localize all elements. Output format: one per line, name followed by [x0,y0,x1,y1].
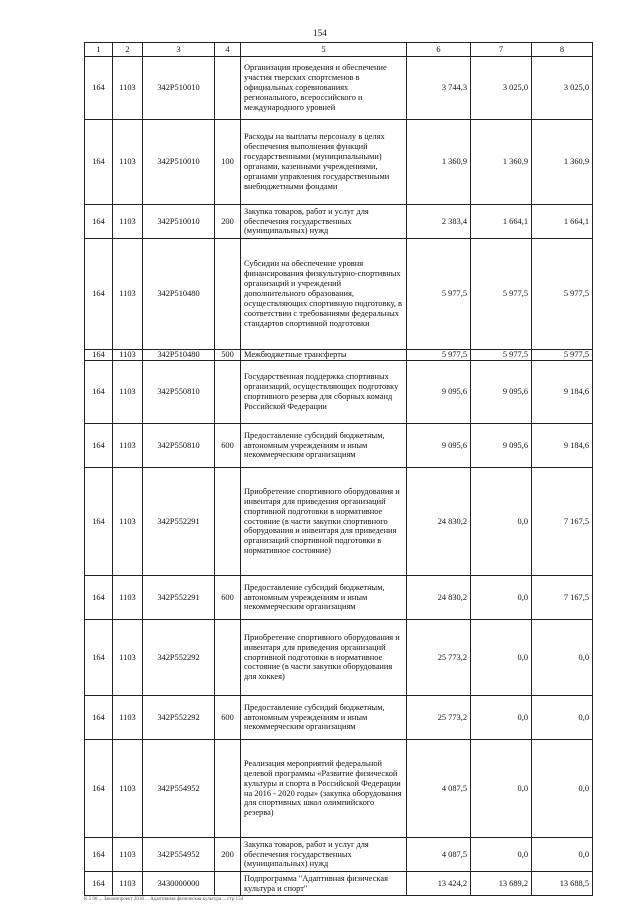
expense-type [215,57,241,120]
item-description: Приобретение спортивного оборудования и инвентаря для приведения организаций спортивной подготовки в нормативное состояние (в части закупки спортивного оборудования и инвентаря для приведения организаций спортивной подготовки в нормативное состояние) [241,468,407,576]
item-description: Предоставление субсидий бюджетным, автономным учреждениям и иным некоммерческим организациям [241,696,407,740]
amount-col6: 5 977,5 [407,350,471,361]
column-header: 2 [113,43,143,57]
section-code: 1103 [113,872,143,896]
expense-type [215,620,241,696]
expense-type [215,740,241,838]
section-code: 1103 [113,361,143,424]
expense-type: 600 [215,424,241,468]
expense-type [215,361,241,424]
target-article: 3430000000 [143,872,215,896]
amount-col6: 9 095,6 [407,424,471,468]
amount-col7: 1 360,9 [471,120,532,205]
target-article: 342P510480 [143,350,215,361]
table-row [85,468,593,576]
amount-col6: 2 383,4 [407,205,471,239]
item-description: Организация проведения и обеспечение участия тверских спортсменов в официальных соревнованиях регионального, всероссийского и международного уровней [241,57,407,120]
amount-col6: 3 744,3 [407,57,471,120]
item-description: Закупка товаров, работ и услуг для обеспечения государственных (муниципальных) нужд [241,205,407,239]
amount-col7: 0,0 [471,620,532,696]
amount-col8: 13 688,5 [532,872,593,896]
amount-col8: 9 184,6 [532,424,593,468]
agency-code: 164 [85,872,113,896]
table-row [85,576,593,620]
amount-col8: 0,0 [532,740,593,838]
amount-col8: 0,0 [532,620,593,696]
expense-type: 200 [215,838,241,872]
amount-col7: 9 095,6 [471,361,532,424]
target-article: 342P550810 [143,424,215,468]
amount-col6: 13 424,2 [407,872,471,896]
amount-col7: 0,0 [471,696,532,740]
item-description: Реализация мероприятий федеральной целевой программы «Развитие физической культуры и спорта в Российской Федерации на 2016 - 2020 годы» (закупка оборудования для спортивных школ олимпийского резерва) [241,740,407,838]
amount-col8: 7 167,5 [532,468,593,576]
amount-col6: 24 830,2 [407,576,471,620]
amount-col8: 5 977,5 [532,350,593,361]
amount-col7: 3 025,0 [471,57,532,120]
section-code: 1103 [113,57,143,120]
target-article: 342P510480 [143,239,215,350]
table-body [85,57,593,896]
amount-col6: 1 360,9 [407,120,471,205]
target-article: 342P510010 [143,120,215,205]
expense-type: 200 [215,205,241,239]
agency-code: 164 [85,239,113,350]
agency-code: 164 [85,205,113,239]
section-code: 1103 [113,120,143,205]
table-row [85,872,593,896]
table-row [85,838,593,872]
expense-type: 600 [215,576,241,620]
item-description: Предоставление субсидий бюджетным, автономным учреждениям и иным некоммерческим организациям [241,424,407,468]
agency-code: 164 [85,350,113,361]
table-row [85,424,593,468]
amount-col8: 7 167,5 [532,576,593,620]
item-description: Субсидии на обеспечение уровня финансирования физкультурно-спортивных организаций и учреждений дополнительного образования, осуществляющих спортивную подготовку, в соответствии с требованиями федеральных стандартов спортивной подготовки [241,239,407,350]
section-code: 1103 [113,740,143,838]
column-header: 1 [85,43,113,57]
amount-col7: 9 095,6 [471,424,532,468]
amount-col6: 4 087,5 [407,838,471,872]
section-code: 1103 [113,205,143,239]
amount-col8: 5 977,5 [532,239,593,350]
column-header: 3 [143,43,215,57]
item-description: Предоставление субсидий бюджетным, автономным учреждениям и иным некоммерческим организациям [241,576,407,620]
target-article: 342P552291 [143,576,215,620]
agency-code: 164 [85,361,113,424]
agency-code: 164 [85,57,113,120]
agency-code: 164 [85,424,113,468]
expense-type: 500 [215,350,241,361]
agency-code: 164 [85,740,113,838]
expense-type [215,239,241,350]
target-article: 342P552291 [143,468,215,576]
amount-col7: 13 689,2 [471,872,532,896]
target-article: 342P510010 [143,57,215,120]
table-row [85,57,593,120]
agency-code: 164 [85,696,113,740]
target-article: 342P510010 [143,205,215,239]
expense-type [215,872,241,896]
page-number: 154 [313,28,327,38]
column-header: 8 [532,43,593,57]
column-header: 7 [471,43,532,57]
amount-col7: 0,0 [471,468,532,576]
amount-col6: 5 977,5 [407,239,471,350]
section-code: 1103 [113,239,143,350]
amount-col6: 24 830,2 [407,468,471,576]
item-description: Расходы на выплаты персоналу в целях обеспечения выполнения функций государственными (муниципальными) органами, казенными учреждениями, органами управления государственными внебюджетными фондами [241,120,407,205]
table-row [85,696,593,740]
budget-table [84,42,593,896]
section-code: 1103 [113,838,143,872]
amount-col6: 25 773,2 [407,620,471,696]
footer-note: К 5 90 ... Законопроект 2018 ... Адаптивная физическая культура ... стр 154 [84,897,244,902]
section-code: 1103 [113,696,143,740]
amount-col8: 1 360,9 [532,120,593,205]
target-article: 342P554952 [143,838,215,872]
item-description: Межбюджетные трансферты [241,350,407,361]
section-code: 1103 [113,620,143,696]
target-article: 342P552292 [143,620,215,696]
target-article: 342P550810 [143,361,215,424]
expense-type: 600 [215,696,241,740]
amount-col7: 5 977,5 [471,239,532,350]
amount-col7: 1 664,1 [471,205,532,239]
table-row [85,740,593,838]
amount-col6: 25 773,2 [407,696,471,740]
amount-col7: 0,0 [471,838,532,872]
section-code: 1103 [113,424,143,468]
table-row [85,239,593,350]
target-article: 342P554952 [143,740,215,838]
agency-code: 164 [85,120,113,205]
amount-col7: 0,0 [471,576,532,620]
table-row [85,620,593,696]
header-row [85,43,593,57]
column-header: 6 [407,43,471,57]
agency-code: 164 [85,838,113,872]
agency-code: 164 [85,468,113,576]
table-row [85,350,593,361]
amount-col8: 3 025,0 [532,57,593,120]
item-description: Закупка товаров, работ и услуг для обеспечения государственных (муниципальных) нужд [241,838,407,872]
amount-col7: 0,0 [471,740,532,838]
expense-type: 100 [215,120,241,205]
amount-col7: 5 977,5 [471,350,532,361]
amount-col8: 0,0 [532,838,593,872]
item-description: Государственная поддержка спортивных организаций, осуществляющих подготовку спортивного резерва для сборных команд Российской Федерации [241,361,407,424]
section-code: 1103 [113,350,143,361]
table-row [85,120,593,205]
section-code: 1103 [113,576,143,620]
table-row [85,205,593,239]
item-description: Подпрограмма "Адаптивная физическая культура и спорт" [241,872,407,896]
item-description: Приобретение спортивного оборудования и инвентаря для приведения организаций спортивной подготовки в нормативное состояние (в части закупки оборудования для хоккея) [241,620,407,696]
amount-col6: 4 087,5 [407,740,471,838]
agency-code: 164 [85,620,113,696]
expense-type [215,468,241,576]
table-row [85,361,593,424]
column-header: 4 [215,43,241,57]
column-header: 5 [241,43,407,57]
section-code: 1103 [113,468,143,576]
amount-col8: 0,0 [532,696,593,740]
amount-col8: 9 184,6 [532,361,593,424]
agency-code: 164 [85,576,113,620]
amount-col6: 9 095,6 [407,361,471,424]
target-article: 342P552292 [143,696,215,740]
amount-col8: 1 664,1 [532,205,593,239]
